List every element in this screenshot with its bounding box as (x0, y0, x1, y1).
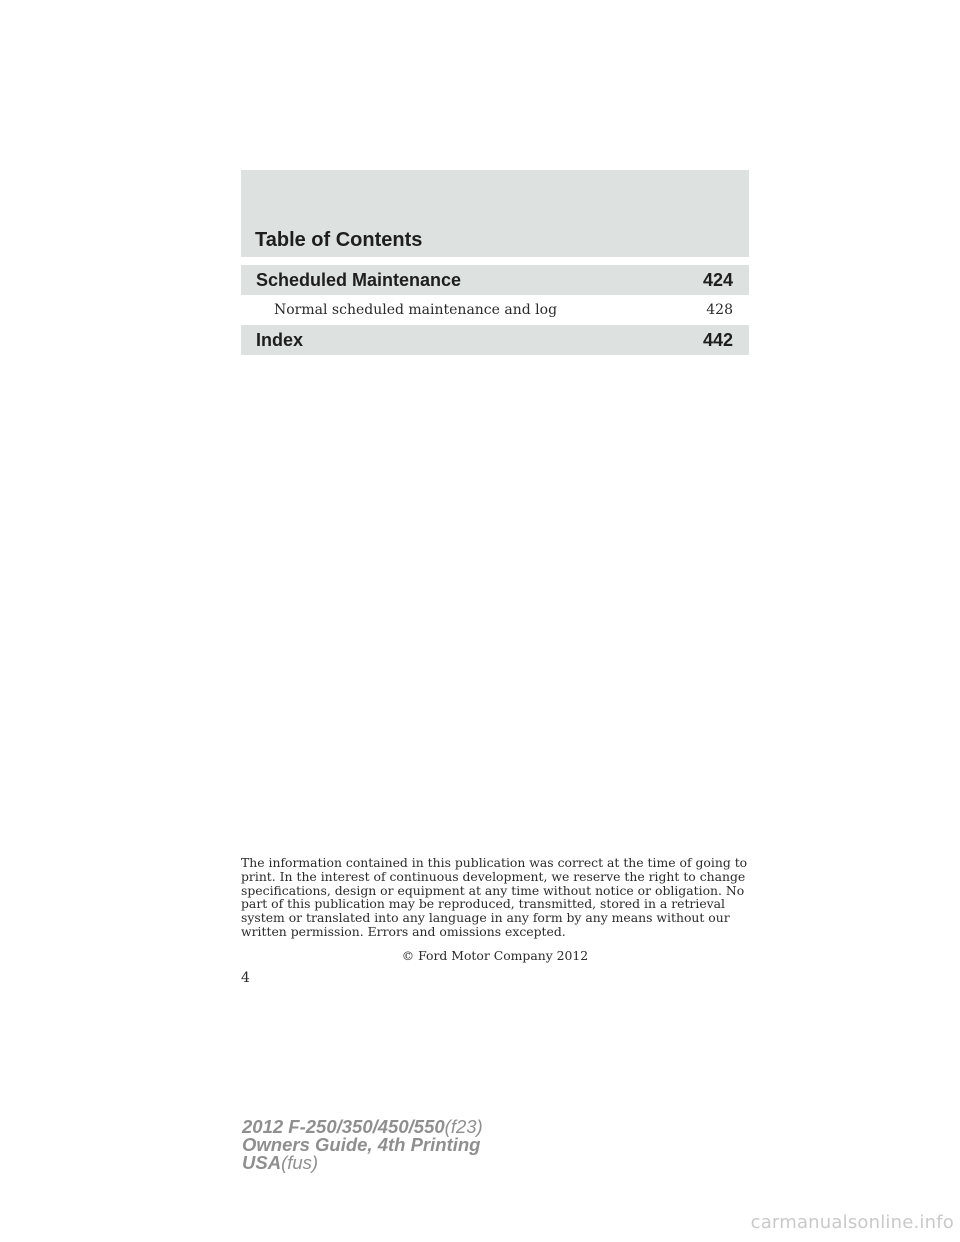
toc-section-index[interactable] (241, 325, 749, 355)
page-number: 4 (241, 970, 250, 986)
document-footer (242, 1118, 483, 1172)
disclaimer-line: written permission. Errors and omissions excepted. (241, 923, 566, 939)
section-page-number: 424 (702, 270, 733, 290)
toc-header-band (241, 170, 749, 257)
watermark-text: carmanualsonline.info (750, 1212, 954, 1233)
entry-page-number: 428 (706, 302, 733, 318)
legal-disclaimer (241, 856, 749, 939)
copyright-notice: © Ford Motor Company 2012 (401, 948, 589, 963)
footer-market: USA (242, 1152, 282, 1173)
section-label: Index (256, 330, 304, 350)
footer-model-code: (f23) (444, 1116, 483, 1137)
section-page-number: 442 (702, 330, 733, 350)
section-label: Scheduled Maintenance (256, 270, 462, 290)
footer-edition: Owners Guide, 4th Printing (242, 1134, 481, 1155)
toc-entry-normal-scheduled-maintenance[interactable] (274, 302, 733, 318)
footer-model: 2012 F-250/350/450/550 (242, 1116, 445, 1137)
footer-market-code: (fus) (281, 1152, 319, 1173)
disclaimer-line: system or translated into any language in any form by any means without our (241, 910, 730, 926)
disclaimer-line: The information contained in this publication was correct at the time of going to (241, 855, 748, 870)
page-title: Table of Contents (255, 229, 423, 251)
disclaimer-line: specifications, design or equipment at any time without notice or obligation. No (241, 882, 745, 898)
disclaimer-line: print. In the interest of continuous development, we reserve the right to change (241, 868, 746, 884)
toc-section-scheduled-maintenance[interactable] (241, 265, 749, 295)
disclaimer-line: part of this publication may be reproduced, transmitted, stored in a retrieval (241, 896, 725, 912)
entry-label: Normal scheduled maintenance and log (274, 302, 558, 318)
footer-line-market (242, 1154, 483, 1172)
